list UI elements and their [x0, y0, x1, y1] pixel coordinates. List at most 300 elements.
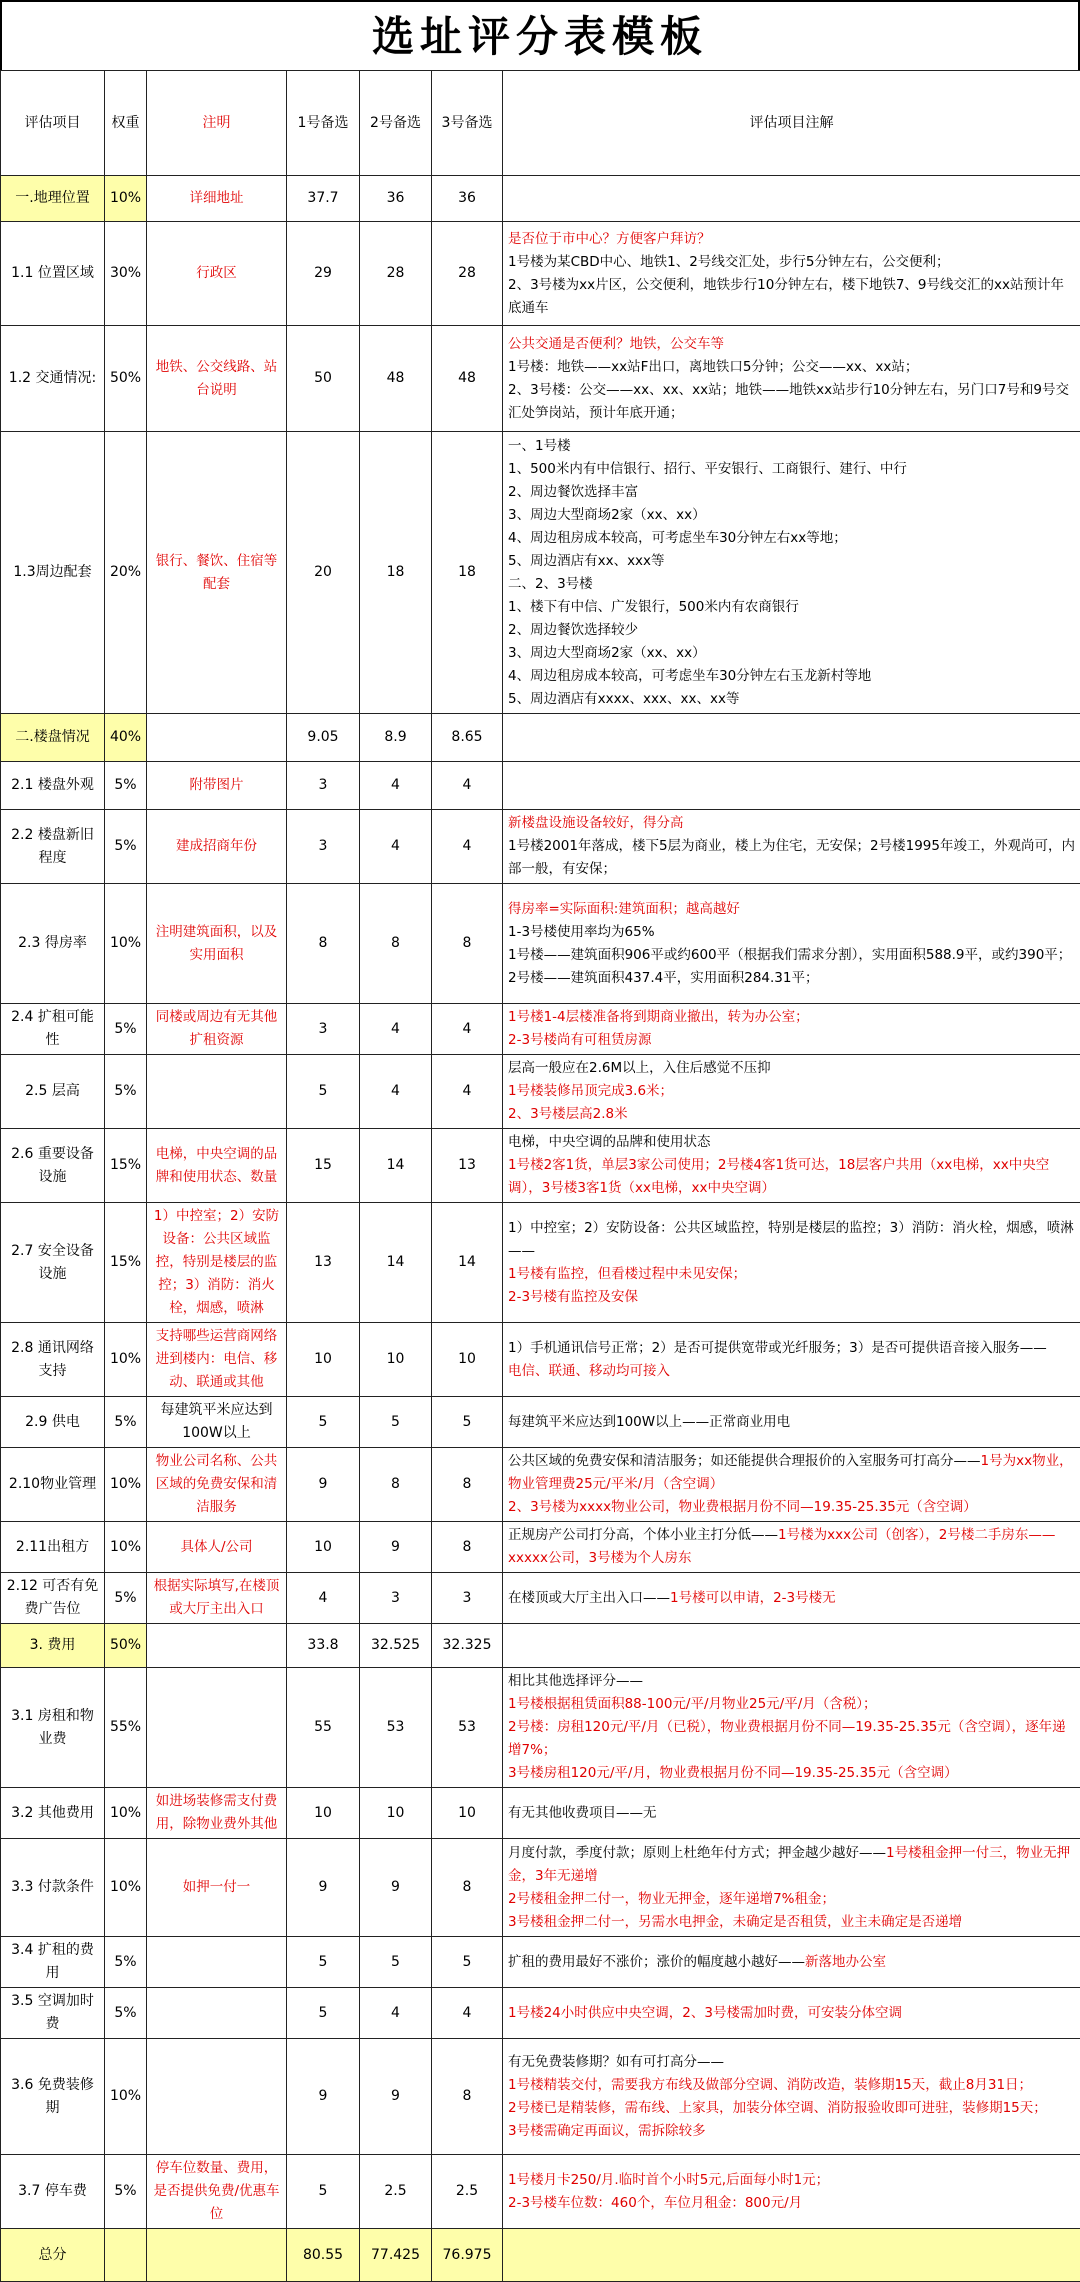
explain-line [508, 1911, 1075, 1934]
candidate-3-score: 4 [432, 1055, 503, 1129]
explain-text: 1号楼2客1货，单层3家公司使用；2号楼4客1货可达，18层客户共用（xx电梯，xx中央空调），3号楼3客1货（xx电梯，xx中央空调） [508, 1157, 1049, 1196]
explain-cell [503, 222, 1080, 326]
candidate-2-score: 28 [360, 222, 432, 326]
weight-cell: 10% [105, 1323, 147, 1397]
explain-text: 是否位于市中心？方便客户拜访？ [508, 231, 711, 247]
explain-text: 3号楼租金押二付一，另需水电押金，未确定是否租赁，业主未确定是否递增 [508, 1914, 962, 1930]
item-cell: 3.2 其他费用 [1, 1788, 105, 1839]
explain-line [508, 2002, 1075, 2025]
explain-cell [503, 762, 1080, 810]
weight-cell: 5% [105, 2155, 147, 2229]
candidate-2-score: 18 [360, 432, 432, 714]
candidate-3-score: 10 [432, 1323, 503, 1397]
explain-cell [503, 1573, 1080, 1624]
weight-cell: 5% [105, 1004, 147, 1055]
candidate-3-score: 10 [432, 1788, 503, 1839]
weight-cell: 10% [105, 1788, 147, 1839]
table-row [1, 1397, 1080, 1448]
candidate-2-score: 4 [360, 1004, 432, 1055]
weight-cell: 10% [105, 1522, 147, 1573]
explain-cell [503, 1788, 1080, 1839]
item-cell: 2.9 供电 [1, 1397, 105, 1448]
explain-text: 1）中控室；2）安防设备：公共区域监控，特别是楼层的监控；3）消防：消火栓，烟感，喷淋—— [508, 1220, 1074, 1259]
explain-cell [503, 1448, 1080, 1522]
total-note [147, 2229, 287, 2282]
explain-line [508, 504, 1075, 527]
explain-text: 1、楼下有中信、广发银行，500米内有农商银行 [508, 599, 799, 615]
explain-text: 2、3号楼为xxxx物业公司，物业费根据月份不同—19.35-25.35元（含空调） [508, 1499, 977, 1515]
explain-text: 3、周边大型商场2家（xx、xx） [508, 645, 706, 661]
candidate-3-score: 4 [432, 810, 503, 884]
candidate-1-score: 8 [287, 884, 360, 1004]
item-cell: 2.5 层高 [1, 1055, 105, 1129]
candidate-1-score: 33.8 [287, 1624, 360, 1668]
explain-text: 公共区域的免费安保和清洁服务；如还能提供合理报价的入室服务可打高分—— [508, 1453, 981, 1469]
explain-line [508, 1888, 1075, 1911]
explain-text: 3号楼房租120元/平/月，物业费根据月份不同—19.35-25.35元（含空调） [508, 1765, 958, 1781]
explain-line [508, 1670, 1075, 1693]
explain-text: 2、3号楼：公交——xx、xx、xx站；地铁——地铁xx站步行10分钟左右，另门口7号和9号交汇处笋岗站，预计年底开通； [508, 382, 1069, 421]
header-candidate-2: 2号备选 [360, 71, 432, 176]
explain-line [508, 967, 1075, 990]
header-note: 注明 [147, 71, 287, 176]
explain-line [508, 1693, 1075, 1716]
explain-cell [503, 810, 1080, 884]
note-cell: 每建筑平米应达到100W以上 [147, 1397, 287, 1448]
candidate-3-score: 3 [432, 1573, 503, 1624]
explain-text: 1、500米内有中信银行、招行、平安银行、工商银行、建行、中行 [508, 461, 907, 477]
explain-cell [503, 1055, 1080, 1129]
candidate-2-score: 48 [360, 326, 432, 432]
candidate-2-score: 9 [360, 1839, 432, 1937]
item-cell: 3.3 付款条件 [1, 1839, 105, 1937]
explain-cell [503, 1839, 1080, 1937]
explain-text: 2号楼已是精装修，需布线、上家具，加装分体空调、消防报验收即可进驻，装修期15天； [508, 2100, 1047, 2116]
explain-line [508, 1411, 1075, 1434]
section-row [1, 714, 1080, 762]
candidate-1-score: 5 [287, 1988, 360, 2039]
explain-cell [503, 2155, 1080, 2229]
explain-line [508, 1951, 1075, 1974]
explain-text: 有无其他收费项目——无 [508, 1805, 657, 1821]
weight-cell: 50% [105, 326, 147, 432]
candidate-1-score: 37.7 [287, 176, 360, 222]
table-row [1, 1573, 1080, 1624]
note-cell: 如进场装修需支付费用，除物业费外其他 [147, 1788, 287, 1839]
note-cell: 详细地址 [147, 176, 287, 222]
note-cell [147, 1055, 287, 1129]
table-row [1, 1004, 1080, 1055]
item-cell: 1.2 交通情况: [1, 326, 105, 432]
explain-text: 相比其他选择评分—— [508, 1673, 643, 1689]
note-cell [147, 1668, 287, 1788]
candidate-3-score: 5 [432, 1937, 503, 1988]
candidate-3-score: 4 [432, 1988, 503, 2039]
explain-line [508, 2051, 1075, 2074]
table-row [1, 1788, 1080, 1839]
weight-cell: 10% [105, 176, 147, 222]
explain-line [508, 2074, 1075, 2097]
section-row [1, 176, 1080, 222]
explain-cell [503, 1203, 1080, 1323]
candidate-3-score: 2.5 [432, 2155, 503, 2229]
candidate-2-score: 10 [360, 1788, 432, 1839]
explain-cell [503, 1323, 1080, 1397]
table-row [1, 810, 1080, 884]
item-cell: 2.8 通讯网络支持 [1, 1323, 105, 1397]
explain-cell [503, 714, 1080, 762]
candidate-2-score: 5 [360, 1397, 432, 1448]
explain-line [508, 435, 1075, 458]
note-cell: 附带图片 [147, 762, 287, 810]
item-cell: 2.6 重要设备设施 [1, 1129, 105, 1203]
explain-line [508, 835, 1075, 881]
explain-line [508, 619, 1075, 642]
candidate-2-score: 4 [360, 762, 432, 810]
header-item: 评估项目 [1, 71, 105, 176]
explain-line [508, 1006, 1075, 1029]
total-row [1, 2229, 1080, 2282]
candidate-1-score: 29 [287, 222, 360, 326]
candidate-3-score: 32.325 [432, 1624, 503, 1668]
explain-line [508, 2169, 1075, 2192]
candidate-1-score: 5 [287, 2155, 360, 2229]
explain-text: 1号楼根据租赁面积88-100元/平/月物业25元/平/月（含税）； [508, 1696, 877, 1712]
note-cell [147, 1988, 287, 2039]
candidate-1-score: 3 [287, 1004, 360, 1055]
candidate-2-score: 36 [360, 176, 432, 222]
explain-line [508, 1057, 1075, 1080]
table-row [1, 762, 1080, 810]
candidate-3-score: 5 [432, 1397, 503, 1448]
candidate-2-score: 8.9 [360, 714, 432, 762]
explain-line [508, 228, 1075, 251]
explain-cell [503, 1624, 1080, 1668]
candidate-3-score: 14 [432, 1203, 503, 1323]
candidate-2-score: 4 [360, 1988, 432, 2039]
explain-line [508, 333, 1075, 356]
item-cell: 一.地理位置 [1, 176, 105, 222]
weight-cell: 30% [105, 222, 147, 326]
explain-text: 2、3号楼为xx片区，公交便利，地铁步行10分钟左右，楼下地铁7、9号线交汇的xx站预计年底通车 [508, 277, 1064, 316]
explain-text: 二、2、3号楼 [508, 576, 593, 592]
candidate-3-score: 4 [432, 1004, 503, 1055]
candidate-2-score: 14 [360, 1129, 432, 1203]
item-cell: 2.4 扩租可能性 [1, 1004, 105, 1055]
note-cell [147, 1624, 287, 1668]
explain-text: 2号楼——建筑面积437.4平，实用面积284.31平； [508, 970, 818, 986]
explain-text: 一、1号楼 [508, 438, 571, 454]
explain-text: 3、周边大型商场2家（xx、xx） [508, 507, 706, 523]
explain-line [508, 1762, 1075, 1785]
explain-text: 2-3号楼尚有可租赁房源 [508, 1032, 652, 1048]
explain-text: 1号楼1-4层楼准备将到期商业撤出，转为办公室； [508, 1009, 809, 1025]
note-cell [147, 1937, 287, 1988]
candidate-2-score: 4 [360, 810, 432, 884]
explain-cell [503, 1397, 1080, 1448]
explain-line [508, 665, 1075, 688]
candidate-1-score: 9.05 [287, 714, 360, 762]
candidate-2-score: 14 [360, 1203, 432, 1323]
table-row [1, 1055, 1080, 1129]
explain-line [508, 1217, 1075, 1263]
explain-text: 1号楼——建筑面积906平或约600平（根据我们需求分割），实用面积588.9平，或约390平； [508, 947, 1071, 963]
candidate-3-score: 28 [432, 222, 503, 326]
explain-line [508, 1286, 1075, 1309]
explain-text: 公共交通是否便利？地铁，公交车等 [508, 336, 724, 352]
candidate-2-score: 9 [360, 1522, 432, 1573]
explain-text: 1-3号楼使用率均为65% [508, 924, 655, 940]
explain-text: 2号楼租金押二付一，物业无押金，逐年递增7%租金； [508, 1891, 835, 1907]
explain-line [508, 596, 1075, 619]
note-cell: 电梯，中央空调的品牌和使用状态、数量 [147, 1129, 287, 1203]
weight-cell: 50% [105, 1624, 147, 1668]
item-cell: 2.2 楼盘新旧程度 [1, 810, 105, 884]
explain-line [508, 1263, 1075, 1286]
item-cell: 2.11出租方 [1, 1522, 105, 1573]
candidate-1-score: 15 [287, 1129, 360, 1203]
explain-text: 电信、联通、移动均可接入 [508, 1363, 670, 1379]
note-cell: 行政区 [147, 222, 287, 326]
weight-cell: 10% [105, 2039, 147, 2155]
candidate-3-score: 8.65 [432, 714, 503, 762]
candidate-3-score: 36 [432, 176, 503, 222]
note-cell [147, 714, 287, 762]
score-table [0, 70, 1080, 2282]
candidate-1-score: 13 [287, 1203, 360, 1323]
weight-cell: 5% [105, 810, 147, 884]
explain-line [508, 481, 1075, 504]
item-cell: 1.3周边配套 [1, 432, 105, 714]
explain-line [508, 274, 1075, 320]
header-candidate-1: 1号备选 [287, 71, 360, 176]
item-cell: 2.12 可否有免费广告位 [1, 1573, 105, 1624]
explain-line [508, 1154, 1075, 1200]
explain-line [508, 550, 1075, 573]
note-cell: 1）中控室；2）安防设备：公共区域监控，特别是楼层的监控；3）消防：消火栓，烟感，喷淋 [147, 1203, 287, 1323]
explain-text: 1号楼月卡250/月.临时首个小时5元,后面每小时1元； [508, 2172, 829, 2188]
candidate-3-score: 8 [432, 884, 503, 1004]
table-row [1, 1522, 1080, 1573]
item-cell: 3.5 空调加时费 [1, 1988, 105, 2039]
weight-cell: 10% [105, 1839, 147, 1937]
header-explain: 评估项目注解 [503, 71, 1080, 176]
explain-text: 1号楼有监控，但看楼过程中未见安保； [508, 1266, 746, 1282]
weight-cell: 5% [105, 1573, 147, 1624]
total-candidate-3: 76.975 [432, 2229, 503, 2282]
candidate-3-score: 8 [432, 2039, 503, 2155]
explain-text: 2、周边餐饮选择丰富 [508, 484, 638, 500]
explain-text: 在楼顶或大厅主出入口—— [508, 1590, 670, 1606]
note-cell: 同楼或周边有无其他扩租资源 [147, 1004, 287, 1055]
item-cell: 3.7 停车费 [1, 2155, 105, 2229]
explain-line [508, 251, 1075, 274]
explain-line [508, 1131, 1075, 1154]
candidate-2-score: 53 [360, 1668, 432, 1788]
explain-line [508, 1103, 1075, 1126]
candidate-3-score: 8 [432, 1448, 503, 1522]
explain-text: 1号楼2001年落成，楼下5层为商业，楼上为住宅，无安保；2号楼1995年竣工，外观尚可，内部一般，有安保； [508, 838, 1075, 877]
candidate-3-score: 8 [432, 1839, 503, 1937]
explain-cell [503, 1522, 1080, 1573]
total-label: 总分 [1, 2229, 105, 2282]
explain-text: 1号楼为某CBD中心、地铁1、2号线交汇处，步行5分钟左右，公交便利； [508, 254, 949, 270]
explain-line [508, 921, 1075, 944]
note-cell: 停车位数量、费用，是否提供免费/优惠车位 [147, 2155, 287, 2229]
note-cell [147, 2039, 287, 2155]
item-cell: 1.1 位置区域 [1, 222, 105, 326]
weight-cell: 5% [105, 762, 147, 810]
candidate-2-score: 3 [360, 1573, 432, 1624]
explain-line [508, 1802, 1075, 1825]
header-candidate-3: 3号备选 [432, 71, 503, 176]
item-cell: 2.10物业管理 [1, 1448, 105, 1522]
explain-line [508, 1080, 1075, 1103]
explain-line [508, 379, 1075, 425]
explain-cell [503, 432, 1080, 714]
explain-text: 1号楼：地铁——xx站F出口，离地铁口5分钟；公交——xx、xx站； [508, 359, 918, 375]
table-row [1, 1323, 1080, 1397]
explain-text: 得房率=实际面积:建筑面积；越高越好 [508, 901, 740, 917]
weight-cell: 20% [105, 432, 147, 714]
explain-cell [503, 326, 1080, 432]
weight-cell: 5% [105, 1397, 147, 1448]
explain-cell [503, 2039, 1080, 2155]
weight-cell: 5% [105, 1937, 147, 1988]
explain-line [508, 1496, 1075, 1519]
candidate-1-score: 5 [287, 1937, 360, 1988]
explain-line [508, 1524, 1075, 1570]
explain-text: 2、3号楼层高2.8米 [508, 1106, 628, 1122]
explain-text: 2-3号楼有监控及安保 [508, 1289, 638, 1305]
candidate-2-score: 2.5 [360, 2155, 432, 2229]
note-cell: 根据实际填写,在楼顶或大厅主出入口 [147, 1573, 287, 1624]
note-cell: 如押一付一 [147, 1839, 287, 1937]
candidate-2-score: 5 [360, 1937, 432, 1988]
explain-text: 4、周边租房成本较高，可考虑坐车30分钟左右玉龙新村等地 [508, 668, 871, 684]
explain-text: 有无免费装修期？如有可打高分—— [508, 2054, 724, 2070]
explain-line [508, 1587, 1075, 1610]
candidate-1-score: 9 [287, 2039, 360, 2155]
candidate-1-score: 5 [287, 1397, 360, 1448]
explain-line [508, 812, 1075, 835]
candidate-2-score: 8 [360, 884, 432, 1004]
weight-cell: 10% [105, 884, 147, 1004]
note-cell: 银行、餐饮、住宿等配套 [147, 432, 287, 714]
explain-line [508, 642, 1075, 665]
table-row [1, 1839, 1080, 1937]
table-row [1, 1129, 1080, 1203]
item-cell: 3.1 房租和物业费 [1, 1668, 105, 1788]
explain-highlight: 1号楼为xxx公司（创客），2号楼二手房东——xxxxx公司，3号楼为个人房东 [508, 1527, 1055, 1566]
item-cell: 二.楼盘情况 [1, 714, 105, 762]
table-row [1, 432, 1080, 714]
section-row [1, 1624, 1080, 1668]
candidate-1-score: 5 [287, 1055, 360, 1129]
total-candidate-1: 80.55 [287, 2229, 360, 2282]
header-row [1, 71, 1080, 176]
explain-text: 4、周边租房成本较高，可考虑坐车30分钟左右xx等地； [508, 530, 847, 546]
explain-cell [503, 1937, 1080, 1988]
explain-text: 正规房产公司打分高，个体小业主打分低—— [508, 1527, 778, 1543]
explain-line [508, 1337, 1075, 1360]
explain-text: 5、周边酒店有xx、xxx等 [508, 553, 665, 569]
candidate-1-score: 9 [287, 1839, 360, 1937]
explain-line [508, 2192, 1075, 2215]
explain-highlight: 1号为xx物业，物业管理费25元/平米/月（含空调） [508, 1453, 1073, 1492]
explain-cell [503, 1004, 1080, 1055]
explain-text: 5、周边酒店有xxxx、xxx、xx、xx等 [508, 691, 739, 707]
item-cell: 3.6 免费装修期 [1, 2039, 105, 2155]
explain-text: 月度付款，季度付款；原则上杜绝年付方式；押金越少越好—— [508, 1845, 886, 1861]
candidate-3-score: 4 [432, 762, 503, 810]
explain-line [508, 2097, 1075, 2120]
item-cell: 2.1 楼盘外观 [1, 762, 105, 810]
table-row [1, 1937, 1080, 1988]
table-row [1, 2155, 1080, 2229]
note-cell: 注明建筑面积，以及实用面积 [147, 884, 287, 1004]
explain-line [508, 573, 1075, 596]
candidate-1-score: 9 [287, 1448, 360, 1522]
weight-cell: 15% [105, 1203, 147, 1323]
weight-cell: 40% [105, 714, 147, 762]
weight-cell: 15% [105, 1129, 147, 1203]
explain-cell [503, 1668, 1080, 1788]
candidate-2-score: 8 [360, 1448, 432, 1522]
note-cell: 支持哪些运营商网络进到楼内：电信、移动、联通或其他 [147, 1323, 287, 1397]
explain-text: 1号楼24小时供应中央空调，2、3号楼需加时费，可安装分体空调 [508, 2005, 902, 2021]
explain-line [508, 458, 1075, 481]
candidate-1-score: 3 [287, 810, 360, 884]
table-row [1, 2039, 1080, 2155]
candidate-1-score: 20 [287, 432, 360, 714]
explain-text: 2-3号楼车位数：460个，车位月租金：800元/月 [508, 2195, 802, 2211]
weight-cell: 10% [105, 1448, 147, 1522]
explain-line [508, 1450, 1075, 1496]
table-row [1, 1988, 1080, 2039]
table-row [1, 222, 1080, 326]
explain-text: 1）手机通讯信号正常；2）是否可提供宽带或光纤服务；3）是否可提供语音接入服务—— [508, 1340, 1047, 1356]
table-row [1, 1203, 1080, 1323]
explain-line [508, 688, 1075, 711]
explain-text: 1号楼装修吊顶完成3.6米； [508, 1083, 673, 1099]
explain-line [508, 898, 1075, 921]
candidate-3-score: 48 [432, 326, 503, 432]
explain-highlight: 新落地办公室 [805, 1954, 886, 1970]
explain-text: 1号楼精装交付，需要我方布线及做部分空调、消防改造，装修期15天，截止8月31日； [508, 2077, 1032, 2093]
page-title: 选址评分表模板 [0, 0, 1080, 70]
explain-text: 电梯，中央空调的品牌和使用状态 [508, 1134, 711, 1150]
item-cell: 3. 费用 [1, 1624, 105, 1668]
explain-text: 2、周边餐饮选择较少 [508, 622, 638, 638]
candidate-3-score: 8 [432, 1522, 503, 1573]
explain-cell [503, 1129, 1080, 1203]
candidate-1-score: 3 [287, 762, 360, 810]
total-explain [503, 2229, 1080, 2282]
explain-cell [503, 176, 1080, 222]
note-cell: 物业公司名称、公共区域的免费安保和清洁服务 [147, 1448, 287, 1522]
explain-line [508, 1842, 1075, 1888]
explain-highlight: 1号楼租金押一付三，物业无押金，3年无递增 [508, 1845, 1070, 1884]
table-row [1, 884, 1080, 1004]
explain-line [508, 527, 1075, 550]
explain-text: 2号楼：房租120元/平/月（已税），物业费根据月份不同—19.35-25.35元（含空调），逐年递增7%； [508, 1719, 1066, 1758]
item-cell: 2.7 安全设备设施 [1, 1203, 105, 1323]
explain-cell [503, 884, 1080, 1004]
total-candidate-2: 77.425 [360, 2229, 432, 2282]
explain-cell [503, 1988, 1080, 2039]
item-cell: 2.3 得房率 [1, 884, 105, 1004]
